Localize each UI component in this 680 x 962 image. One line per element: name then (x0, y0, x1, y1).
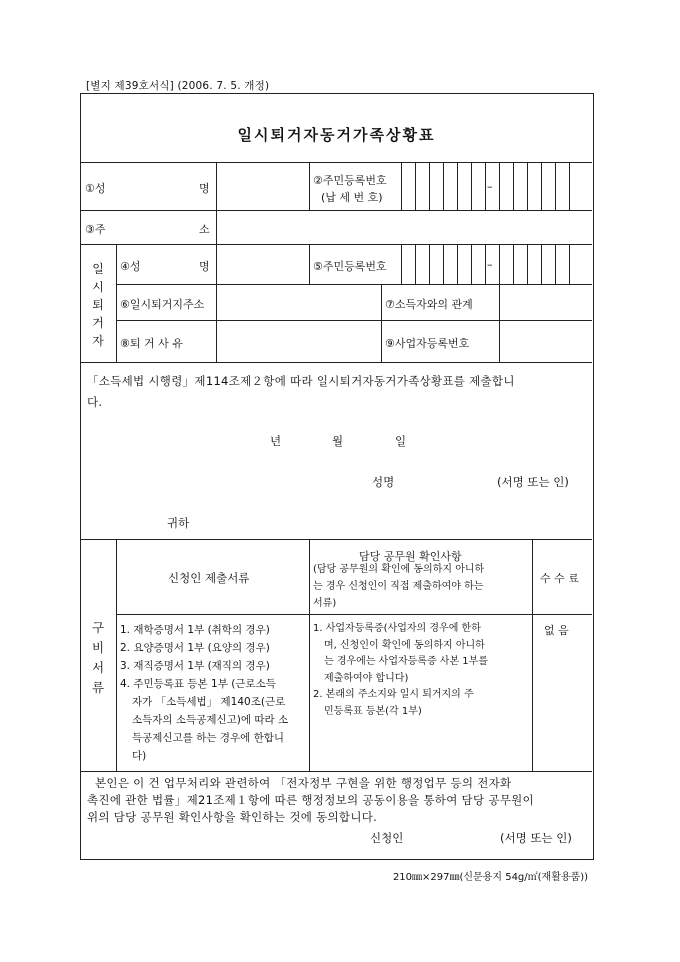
reason-field[interactable] (217, 321, 381, 362)
form-title: 일시퇴거자동거가족상황표 (237, 126, 436, 144)
temp-name-label-end: 명 (199, 260, 210, 273)
group-char: 퇴 (92, 298, 104, 312)
temp-address-label: ⑥일시퇴거지주소 (120, 298, 205, 311)
group-char: 비 (91, 640, 105, 655)
fee-value: 없 음 (544, 624, 569, 637)
name-label-end: 명 (199, 182, 210, 195)
form-table (80, 93, 594, 860)
list-item: 득공제신고를 하는 경우에 한합니 (132, 732, 285, 744)
temp-address-field[interactable] (217, 285, 381, 320)
official-check-list (313, 621, 488, 720)
fee-header: 수 수 료 (540, 572, 579, 585)
subheader-line: (담당 공무원의 확인에 동의하지 아니하 (313, 564, 485, 575)
address-label-end: 소 (199, 223, 210, 236)
name-field[interactable] (217, 163, 309, 210)
list-item: 소득자의 소득공제신고)에 따라 소 (132, 714, 289, 726)
official-check-header: 담당 공무원 확인사항 (359, 550, 462, 563)
consent-applicant-label: 신청인 (370, 831, 404, 845)
temp-name-field[interactable] (217, 245, 309, 284)
date-year-label: 년 (270, 434, 282, 448)
col-rule (309, 244, 310, 284)
subheader-line: 서류) (313, 598, 337, 609)
list-item: 3. 재직증명서 1부 (재직의 경우) (120, 660, 270, 672)
group-char: 구 (91, 620, 105, 635)
list-item: 자가 「소득세법」 제140조(근로 (132, 696, 286, 708)
list-item: 며, 신청인이 확인에 동의하지 아니하 (324, 639, 485, 651)
group-char: 류 (91, 680, 105, 695)
date-day-label: 일 (395, 434, 407, 448)
list-item: 제출하여야 합니다) (324, 672, 409, 684)
applicant-documents-list (120, 621, 288, 765)
signature-note: (서명 또는 인) (497, 475, 569, 489)
list-item: 2. 요양증명서 1부 (요양의 경우) (120, 642, 270, 654)
declaration-text-line2: 다. (87, 395, 103, 409)
business-number-label: ⑨사업자등록번호 (385, 337, 470, 350)
applicant-documents-header: 신청인 제출서류 (168, 571, 250, 585)
temp-name-label: ④성 (120, 260, 141, 273)
rrn-dash: – (487, 180, 493, 193)
group-rule (116, 244, 117, 362)
recipient-label: 귀하 (167, 516, 190, 530)
paper-spec-note: 210㎜×297㎜(신문용지 54g/㎡(재활용품)) (392, 872, 588, 883)
temp-rrn-label: ⑤주민등록번호 (313, 260, 387, 273)
applicant-name-label: 성명 (372, 475, 395, 489)
consent-line3: 위의 담당 공무원 확인사항을 확인하는 것에 동의합니다. (87, 810, 378, 824)
col-rule (381, 284, 382, 362)
business-number-field[interactable] (500, 321, 592, 362)
consent-line2: 촉진에 관한 법률」제21조제１항에 따른 행정정보의 공동이용을 통하여 담당 공무원이 (87, 793, 534, 807)
subheader-line: 는 경우 신청인이 직접 제출하여야 하는 (313, 581, 484, 592)
list-item: 는 경우에는 사업자등록증 사본 1부를 (324, 656, 488, 667)
group-char: 일 (92, 262, 104, 276)
list-item: 1. 사업자등록증(사업자의 경우에 한하 (313, 623, 481, 634)
group-rule (116, 539, 117, 771)
group-char: 시 (92, 280, 104, 294)
reason-label: ⑧퇴 거 사 유 (120, 337, 183, 350)
form-reference-note: [별지 제39호서식] (2006. 7. 5. 개정) (86, 80, 270, 92)
address-field[interactable] (217, 211, 592, 244)
date-month-label: 월 (332, 434, 344, 448)
rule-declaration-bottom (81, 539, 592, 540)
rule-doc-header-bottom (116, 614, 592, 615)
list-item: 1. 재학증명서 1부 (취학의 경우) (120, 624, 270, 636)
temp-rrn-digit-field[interactable] (402, 245, 592, 284)
consent-signature-note: (서명 또는 인) (500, 831, 572, 845)
tax-number-label: (납 세 번 호) (321, 191, 383, 204)
temp-rrn-dash: – (487, 258, 493, 271)
name-label: ①성 (85, 182, 106, 195)
col-rule (309, 162, 310, 210)
documents-group-label (88, 618, 108, 698)
list-item: 민등록표 등본(각 1부) (324, 705, 422, 717)
list-item: 2. 본래의 주소지와 일시 퇴거지의 주 (313, 689, 474, 700)
consent-line1: 본인은 이 건 업무처리와 관련하여 「전자정부 구현을 위한 행정업무 등의 전자화 (95, 776, 512, 790)
temporary-resident-group-label (88, 260, 108, 350)
col-rule (532, 539, 533, 771)
official-check-subheader (313, 561, 484, 612)
rrn-label: ②주민등록번호 (313, 174, 387, 187)
col-rule (309, 539, 310, 771)
declaration-text-line1: 「소득세법 시행령」제114조제２항에 따라 일시퇴거자동거가족상황표를 제출합니 (87, 374, 515, 388)
group-char: 자 (92, 334, 104, 348)
address-label: ③주 (85, 223, 106, 236)
relation-field[interactable] (500, 285, 592, 320)
group-char: 거 (92, 316, 104, 330)
relation-label: ⑦소득자와의 관계 (385, 298, 473, 311)
rule-row5-bottom (81, 362, 592, 363)
list-item: 4. 주민등록표 등본 1부 (근로소득 (120, 678, 276, 690)
list-item: 다) (132, 750, 147, 762)
rrn-digit-field[interactable] (402, 163, 592, 210)
rule-docs-bottom (81, 771, 592, 772)
group-char: 서 (91, 660, 105, 675)
